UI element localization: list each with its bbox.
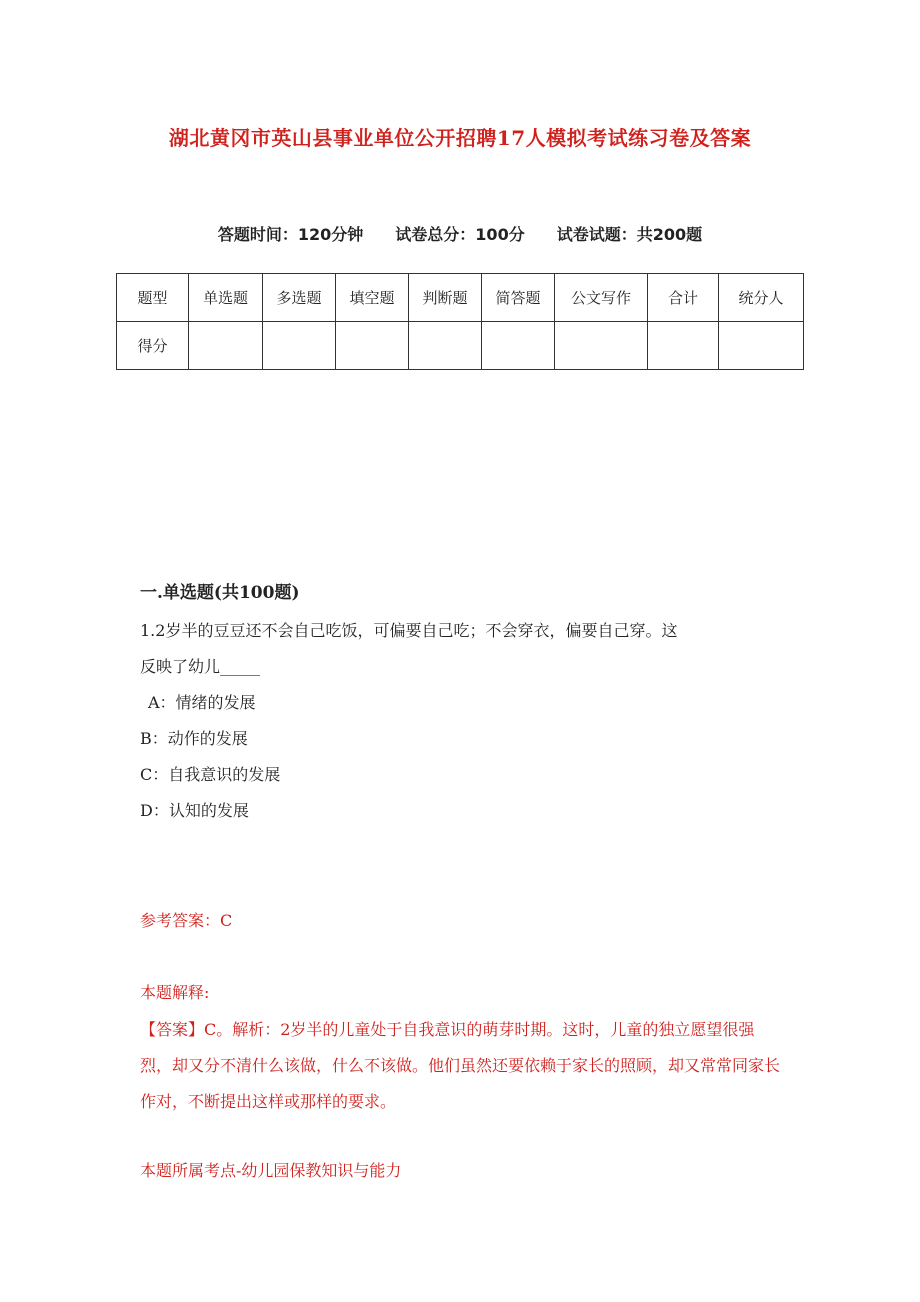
- score-cell: [482, 322, 555, 370]
- row-label-score: 得分: [117, 322, 189, 370]
- option-d: D：认知的发展: [140, 801, 249, 820]
- explanation-heading: 本题解释:: [140, 983, 210, 1002]
- reference-answer: 参考答案：C: [140, 911, 233, 930]
- header-scorer: 统分人: [719, 274, 804, 322]
- score-cell: [719, 322, 804, 370]
- score-table: [116, 273, 804, 370]
- option-a: A：情绪的发展: [148, 693, 256, 712]
- score-cell: [409, 322, 482, 370]
- section-title: 一.单选题(共100题): [140, 583, 300, 603]
- knowledge-point: 本题所属考点-幼儿园保教知识与能力: [140, 1161, 402, 1180]
- explanation-text: 【答案】C。解析：2岁半的儿童处于自我意识的萌芽时期。这时，儿童的独立愿望很强烈，却又分不清什么该做，什么不该做。他们虽然还要依赖于家长的照顾，却又常常同家长作对，不断提出这样或那样的要求。: [140, 1020, 781, 1111]
- option-b: B：动作的发展: [140, 729, 248, 748]
- header-total: 合计: [648, 274, 719, 322]
- exam-total-score: 试卷总分：100分: [395, 225, 525, 244]
- score-cell: [555, 322, 648, 370]
- option-c: C：自我意识的发展: [140, 765, 281, 784]
- score-cell: [263, 322, 336, 370]
- header-short-answer: 简答题: [482, 274, 555, 322]
- score-cell: [189, 322, 263, 370]
- header-single-choice: 单选题: [189, 274, 263, 322]
- question-text-line2: 反映了幼儿_____: [140, 657, 261, 676]
- exam-question-count: 试卷试题：共200题: [556, 225, 703, 244]
- score-table-header-row: [117, 274, 804, 322]
- header-official-writing: 公文写作: [555, 274, 648, 322]
- header-multi-choice: 多选题: [263, 274, 336, 322]
- score-cell: [648, 322, 719, 370]
- score-table-score-row: [117, 322, 804, 370]
- exam-time: 答题时间：120分钟: [217, 225, 364, 244]
- exam-meta: [0, 222, 920, 245]
- header-true-false: 判断题: [409, 274, 482, 322]
- header-question-type: 题型: [117, 274, 189, 322]
- document-title: 湖北黄冈市英山县事业单位公开招聘17人模拟考试练习卷及答案: [168, 126, 752, 150]
- header-fill-blank: 填空题: [336, 274, 409, 322]
- score-cell: [336, 322, 409, 370]
- question-text-line1: 1.2岁半的豆豆还不会自己吃饭，可偏要自己吃；不会穿衣，偏要自己穿。这: [140, 621, 678, 640]
